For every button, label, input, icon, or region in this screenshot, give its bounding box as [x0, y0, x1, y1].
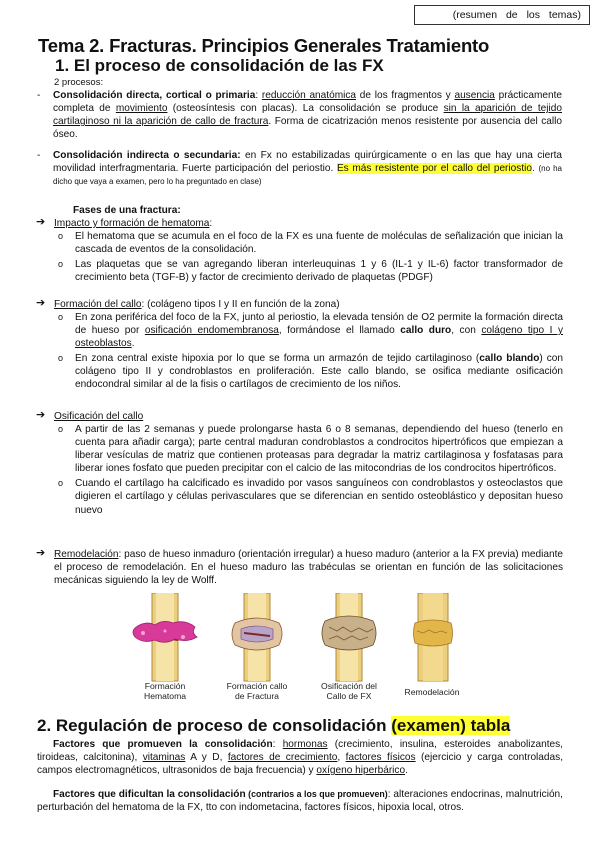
highlighted-text: Es más resistente por el callo del periostio	[336, 163, 532, 175]
list-item: o En zona periférica del foco de la FX, junto al periostio, la elevada tensión de O2 permite la formación directa de hueso por osificación endomembranosa, formándose el llamado callo duro, con colágeno tipo I y osteoblastos.	[58, 312, 564, 350]
process-count: 2 procesos:	[54, 77, 104, 88]
phase3-title: Osificación del callo	[54, 411, 144, 422]
list-item: o A partir de las 2 semanas y puede prolongarse hasta 6 o 8 semanas, dependiendo del hueso (tenerlo en cuenta para añadir carga); parte central maduran condroblastos a condrocitos hipertróficos que empiezan a liberar vesículas de matriz que contienen proteasas para degradar la matriz cartilaginosa y fosfatasas para liberar iones fosfato que pueden precipitar con el calcio de las mitocondrias de los condrocitos hipertróficos.	[58, 424, 563, 475]
paragraph-indirect-consolidation: - Consolidación indirecta o secundaria: en Fx no estabilizadas quirúrgicamente o en las que hay una cierta movilidad interfragmentaria. Fuerte participación del periostio. Es más resistente por el callo del periostio. (no ha dicho que vaya a examen, pero lo ha preguntado en clase)	[37, 150, 562, 187]
promoting-factors-paragraph: Factores que promueven la consolidación: hormonas (crecimiento, insulina, esteroides anabolizantes, tiroideas, calcitonina), vitaminas A y D, factores de crecimiento, factores físicos (ejercicio y carga controladas, campos electromagnéticos, ultrasonidos de baja frecuencia) y oxígeno hiperbárico.	[37, 739, 563, 777]
phases-heading: Fases de una fractura:	[73, 205, 181, 216]
phase1-title: Impacto y formación de hematoma:	[54, 218, 213, 229]
dash-marker: -	[37, 90, 41, 101]
summary-tag	[414, 5, 590, 25]
summary-tag-text: (resumen de los temas)	[452, 9, 581, 21]
figure-caption: Formación callo de Fractura	[226, 681, 288, 701]
page-title: Tema 2. Fracturas. Principios Generales Tratamiento	[38, 35, 490, 56]
phase2-list	[58, 311, 563, 394]
section2-title: 2. Regulación de proceso de consolidación (examen) tabla	[37, 716, 511, 735]
list-item: o Cuando el cartílago ha calcificado es invadido por vasos sanguíneos con condroblastos y osteoclastos que digieren el cartílago y células perivasculares que se diferencian en sentido osteoblástico y depositan hueso nuevo	[58, 478, 563, 516]
arrow-icon: ➔	[36, 297, 46, 309]
section1-title: 1. El proceso de consolidación de las FX	[55, 56, 384, 75]
paragraph-direct-consolidation: - Consolidación directa, cortical o primaria: reducción anatómica de los fragmentos y ausencia prácticamente completa de movimiento (osteosíntesis con placas). La consolidación se produce sin la aparición de tejido cartilaginoso ni la aparición de callo de fractura. Forma de cicatrización menos resistente por ausencia del callo óseo.	[37, 90, 563, 141]
fracture-phases-illustration	[125, 593, 495, 711]
arrow-icon: ➔	[36, 409, 46, 421]
figure-caption: Formación Hematoma	[143, 681, 187, 701]
figure-caption: Remodelación	[404, 687, 460, 697]
dash-marker: -	[37, 150, 41, 161]
figure-caption: Osificación del Callo de FX	[321, 681, 377, 701]
hindering-factors-paragraph: Factores que dificultan la consolidación (contrarios a los que promueven): alteraciones endocrinas, malnutrición, perturbación del hematoma de la FX, tto con indometacina, factores físicos, hipoxia local, otros.	[37, 789, 563, 814]
exam-note: (no ha dicho que vaya a examen, pero lo ha preguntado en clase)	[53, 164, 562, 187]
phase3-list	[58, 423, 563, 519]
list-item: o El hematoma que se acumula en el foco de la FX es una fuente de moléculas de señalización que inician la cascada de eventos de la consolidación.	[58, 231, 563, 256]
arrow-icon: ➔	[36, 547, 46, 559]
phase4-paragraph: Remodelación: paso de hueso inmaduro (orientación irregular) a hueso maduro (anterior a la FX previa) mediante el proceso de remodelación. En el hueso maduro las trabéculas se orientan en función de las solicitaciones mecánicas siguiendo la ley de Wolff.	[54, 549, 563, 587]
arrow-icon: ➔	[36, 216, 46, 228]
phase1-list	[58, 230, 563, 286]
phase2-title: Formación del callo: (colágeno tipos I y II en función de la zona)	[54, 299, 340, 310]
highlighted-text: (examen) tabla	[391, 716, 511, 735]
list-item: o En zona central existe hipoxia por lo que se forma un armazón de tejido cartilaginoso (callo blando) con colágeno tipo II y condroblastos en proliferación. Este callo blando, se osifica mediante osificación endocondral similar al de la fisis o cartílagos de crecimiento de los niños.	[58, 353, 563, 391]
list-item: o Las plaquetas que se van agregando liberan interleuquinas 1 y 6 (IL-1 y IL-6) factor transformador de crecimiento beta (TGF-B) y factor de crecimiento derivado de plaquetas (PDGF)	[58, 259, 563, 284]
